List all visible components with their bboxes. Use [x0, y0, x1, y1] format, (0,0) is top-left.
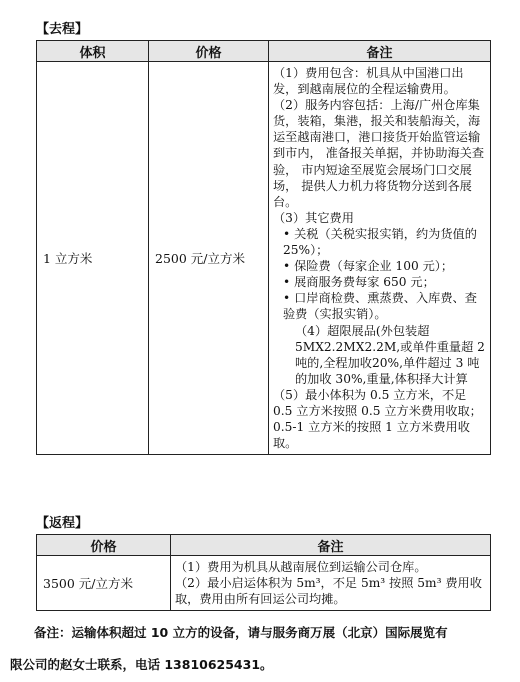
return-note-1: （1）费用为机具从越南展位到运输公司仓库。	[175, 560, 427, 574]
go-note-2: （2）服务内容包括：上海/广州仓库集货，装箱，集港，报关和装船海关，海运至越南港口，港口接货开始监管运输到市内， 准备报关单据，并协助海关查验， 市内短途至展览会展场门口交展场， 提供人力机力将货物分送到各展台。	[273, 98, 485, 209]
go-note-bullet-inspection: • 口岸商检费、熏蒸费、入库费、查验费（实报实销）。	[283, 291, 477, 322]
return-note-2: （2）最小启运体积为 5m³，不足 5m³ 按照 5m³ 费用收取，费用由所有回运公司均摊。	[175, 576, 482, 607]
go-notes-cell	[269, 62, 491, 455]
return-table	[36, 534, 491, 611]
return-header-row	[37, 535, 491, 556]
go-note-4: （4）超限展品(外包装超 5MX2.2MX2.2M,或单件重量超 2 吨的,全程加收20%,单件超过 3 吨的加收 30%,重量,体积择大计算	[295, 323, 485, 386]
go-volume-cell: 1 立方米	[37, 62, 149, 455]
go-note-1: （1）费用包含：机具从中国港口出发，到越南展位的全程运输费用。	[273, 66, 464, 97]
go-note-bullet-service-fee: • 展商服务费每家 650 元；	[283, 275, 435, 290]
go-table	[36, 40, 491, 455]
go-section-title: 【去程】	[36, 22, 89, 37]
return-header-notes: 备注	[171, 535, 491, 556]
go-data-row	[37, 62, 491, 455]
go-note-bullet-tax: • 关税（关税实报实销，约为货值的 25%）；	[283, 226, 477, 258]
go-header-row	[37, 41, 491, 62]
return-data-row	[37, 556, 491, 611]
return-notes-cell	[171, 556, 491, 611]
header-notes: 备注	[269, 41, 491, 62]
go-note-bullet-insurance: • 保险费（每家企业 100 元）；	[283, 259, 454, 274]
go-note-3: （3）其它费用	[273, 210, 354, 225]
return-header-price: 价格	[37, 535, 171, 556]
go-note-5: （5）最小体积为 0.5 立方米，不足 0.5 立方米按照 0.5 立方米费用收取；0.5-1 立方米的按照 1 立方米费用收取。	[273, 387, 482, 451]
header-volume: 体积	[37, 41, 149, 62]
footer-note-line-1: 备注：运输体积超过 10 立方的设备，请与服务商万展（北京）国际展览有	[34, 625, 448, 640]
return-section-title: 【返程】	[36, 516, 89, 531]
go-price-cell: 2500 元/立方米	[149, 62, 269, 455]
return-price-cell: 3500 元/立方米	[37, 556, 171, 611]
header-price: 价格	[149, 41, 269, 62]
footer-note-line-2: 限公司的赵女士联系，电话 13810625431。	[10, 657, 273, 672]
